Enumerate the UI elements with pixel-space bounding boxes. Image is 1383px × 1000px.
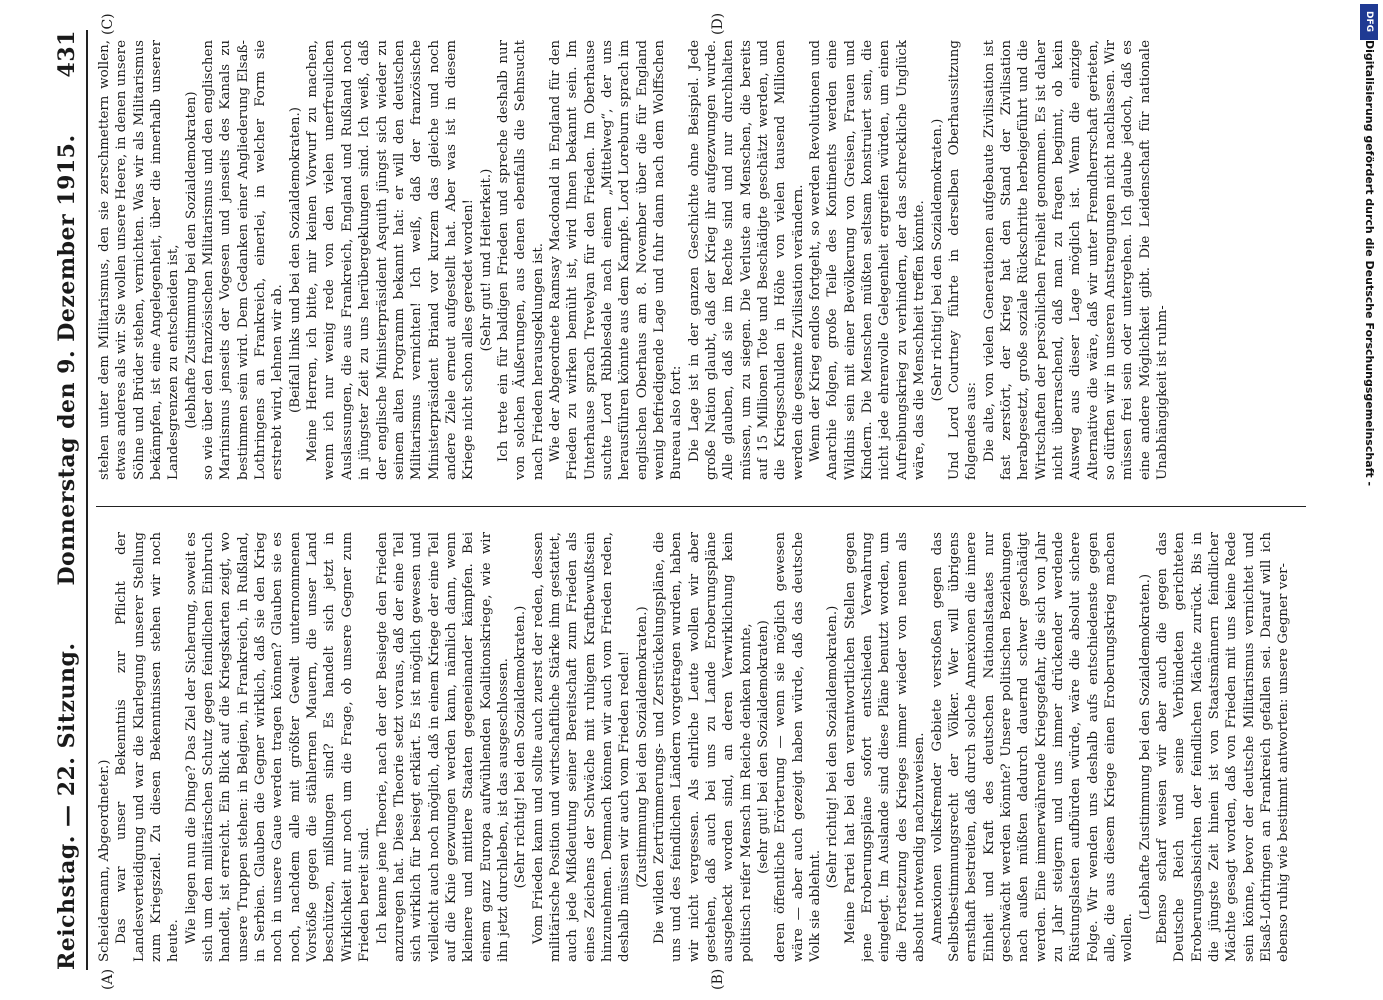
paragraph: deren öffentliche Erörterung — wenn sie möglich gewesen wäre — aber auch gezeigt haben würde, daß das deutsche Volk sie ablehnt.: [773, 532, 824, 962]
paragraph: stehen unter dem Militarismus, den sie zerschmettern wollen, etwas anderes als wir. Sie wollen unsere Heere, in denen unsere Söhne und Brüder stehen, vernichten. Was wir als Militarismus bekämpfen, ist eine Angelegenheit, über die innerhalb unserer Landesgrenzen zu entscheiden ist,: [97, 40, 182, 480]
dfg-logo: DFG: [1360, 4, 1378, 40]
paragraph: so wie über den französischen Militarismus und den englischen Marinismus jenseits der Vogesen und jenseits des Kanals zu bestimmen sein wird. Dem Gedanken einer Angliederung Elsaß-Lothringens an Frankreich, einerlei, in welcher Form sie erstrebt wird, lehnen wir ab.: [201, 40, 286, 480]
paragraph: Das war unser Bekenntnis zur Pflicht der Landesverteidigung und war die Klarlegung unserer Stellung zum Kriegsziel. Zu diesen Bekenntnissen stehen wir noch heute.: [114, 532, 182, 962]
interjection: (Beifall links und bei den Sozialdemokraten.): [287, 107, 303, 413]
quote-paragraph: Wenn der Krieg endlos fortgeht, so werden Revolutionen und Anarchie folgen, große Teile des Kontinents werden eine Wildnis sein mit einer Bevölkerung von Greisen, Frauen und Kindern. Die Menschen müßten seltsam konstruiert sein, die nicht jede ehrenvolle Gelegenheit ergreifen würden, um einen Aufreibungskrieg zu verhindern, der das schreckliche Unglück wäre, das die Menschheit treffen könnte.: [808, 40, 928, 480]
interjection: (Sehr richtig! bei den Sozialdemokraten.): [929, 118, 945, 402]
page-number: 431: [54, 30, 80, 78]
interjection: (Zustimmung bei den Sozialdemokraten.): [634, 606, 650, 888]
interjection: (Lebhafte Zustimmung bei den Sozialdemokraten.): [1137, 573, 1153, 921]
quote-paragraph: Die alte, von vielen Generationen aufgebaute Zivilisation ist fast zerstört, der Krieg hat den Stand der Zivilisation herabgesetzt, große soziale Rückschritte herbeigeführt und die Wirtschaften der persönlichen Freiheit genommen. Es ist daher nicht überraschend, daß man zu fragen beginnt, ob kein Ausweg aus dieser Lage möglich ist. Wenn die einzige Alternative die wäre, daß wir unter Fremdherrschaft gerieten, so dürften wir in unseren Anstrengungen nicht nachlassen. Wir müssen frei sein oder untergehen. Ich glaube jedoch, daß es eine andere Möglichkeit gibt. Die Leidenschaft für nationale Unabhängigkeit ist ruhm-: [981, 40, 1170, 480]
margin-mark-d: (D): [710, 12, 726, 35]
interjection: (lebhafte Zustimmung bei den Sozialdemokraten): [183, 91, 199, 429]
paragraph: Ich trete ein für baldigen Frieden und spreche deshalb nur von solchen Äußerungen, aus denen ebenfalls die Sehnsucht nach Frieden herausgeklungen ist.: [495, 40, 546, 480]
digitization-credit: Digitalisierung gefördert durch die Deutsche Forschungsgemeinschaft -: [1363, 40, 1376, 487]
paragraph: Vom Frieden kann und sollte auch zuerst der reden, dessen militärische Position und wirtschaftliche Stärke ihm gestattet, auch jede Mißdeutung seiner Bereitschaft zum Frieden als eines Zeichens der Schwäche mit ruhigem Kraftbewußtsein hinzunehmen. Demnach können wir auch vom Frieden reden, deshalb müssen wir auch vom Frieden reden!: [530, 532, 633, 962]
column-divider: [96, 506, 1306, 507]
left-column: [96, 532, 1306, 962]
paragraph: Meine Herren, ich bitte, mir keinen Vorwurf zu machen, wenn ich nur wenig rede von den vielen unerfreulichen Auslassungen, die aus Frankreich, England und Rußland noch in jüngster Zeit zu uns herübergeklungen sind. Ich weiß, daß der englische Ministerpräsident Asquith jüngst sich wieder zu seinem alten Programm bekannt hat: er will den deutschen Militarismus vernichten! Ich weiß, daß der französische Ministerpräsident Briand vor kurzem das gleiche und noch andere Ziele erneut aufgestellt hat. Aber was ist in diesem Kriege nicht schon alles geredet worden!: [305, 40, 477, 480]
paragraph: Und Lord Courtney führte in derselben Oberhaussitzung folgendes aus:: [946, 40, 980, 480]
credit-strip: [1356, 40, 1376, 960]
paragraph: Ebenso scharf weisen wir aber auch die gegen das Deutsche Reich und seine Verbündeten gerichteten Eroberungsabsichten der feindlichen Mächte zurück. Bis in die jüngste Zeit hinein ist von Staatsmännern feindlicher Mächte gesagt worden, daß von Frieden mit uns keine Rede sein könne, bevor der deutsche Militarismus vernichtet und Elsaß-Lothringen an Frankreich gefallen sei. Darauf will ich ebenso ruhig wie bestimmt antworten: unsere Gegner ver-: [1154, 532, 1292, 962]
paragraph: Scheidemann, Abgeordneter.): [97, 759, 112, 962]
header-rule: [86, 30, 88, 970]
paragraph: Wie der Abgeordnete Ramsay Macdonald in England für den Frieden zu wirken bemüht ist, wird Ihnen bekannt sein. Im Unterhause sprach Trevelyan für den Frieden. Im Oberhause suchte Lord Ribblesdale nach einem „Mittelweg“, der uns herausführen könnte aus dem Kampfe. Lord Loreburn sprach im englischen Oberhaus am 8. November über die für England wenig befriedigende Lage und fuhr dann nach dem Wolffschen Bureau also fort:: [547, 40, 685, 480]
interjection: (Sehr richtig! bei den Sozialdemokraten.): [513, 605, 529, 889]
quote-paragraph: Die Lage ist in der ganzen Geschichte ohne Beispiel. Jede große Nation glaubt, daß der Krieg ihr aufgezwungen wurde. Alle glauben, daß sie im Rechte sind und nur durchhalten müssen, um zu siegen. Die Verluste an Menschen, die bereits auf 15 Millionen Tote und Beschädigte geschätzt werden, und die Kriegsschulden in Höhe von vielen tausend Millionen werden die gesamte Zivilisation verändern.: [686, 40, 806, 480]
header-date: Donnerstag den 9. Dezember 1915.: [54, 134, 80, 586]
paragraph: Wie liegen nun die Dinge? Das Ziel der Sicherung, soweit es sich um den militärischen Schutz gegen feindlichen Einbruch handelt, ist erreicht. Ein Blick auf die Kriegskarten zeigt, wo unsere Truppen stehen: in Belgien, in Frankreich, in Rußland, in Serbien. Glauben die Gegner wirklich, daß sie den Krieg noch in unsere Gaue werden tragen können? Glauben sie es noch, nachdem alle mit größter Gewalt unternommenen Vorstöße gegen die stählernen Mauern, die unser Land beschützen, mißlungen sind? Es handelt sich jetzt in Wirklichkeit nur noch um die Frage, ob unsere Gegner zum Frieden bereit sind.: [183, 532, 373, 962]
margin-mark-b: (B): [710, 968, 726, 990]
margin-mark-a: (A): [100, 968, 116, 990]
header-session: Reichstag. — 22. Sitzung.: [54, 642, 80, 970]
interjection: (Sehr gut! und Heiterkeit.): [478, 168, 494, 352]
interjection: (sehr gut! bei den Sozialdemokraten): [756, 620, 772, 874]
interjection: (Sehr richtig! bei den Sozialdemokraten.): [825, 605, 841, 889]
paragraph: Ich kenne jene Theorie, nach der der Besiegte den Frieden anzuregen hat. Diese Theorie setzt voraus, daß der eine Teil sich wirklich für besiegt erklärt. Es ist möglich gewesen und vielleicht auch noch möglich, daß in einem Kriege der eine Teil auf die Knie gezwungen werden kann, nämlich dann, wenn kleinere und mittlere Staaten gegeneinander kämpfen. Bei einem ganz Europa aufwühlenden Koalitionskriege, wie wir ihn jetzt durchleben, ist das ausgeschlossen.: [374, 532, 511, 962]
page-header: [46, 30, 80, 970]
paragraph: Annexionen volksfremder Gebiete verstoßen gegen das Selbstbestimmungsrecht der Völker. Wer will übrigens ernsthaft bestreiten, daß durch solche Annexionen die innere Einheit und Kraft des deutschen Nationalstaates nur geschwächt werden könnte? Unsere politischen Beziehungen nach außen müßten dadurch dauernd schwer geschädigt werden. Eine immerwährende Kriegsgefahr, die sich von Jahr zu Jahr steigern und uns immer drückender werdende Rüstungslasten aufbürden würde, wäre die absolut sichere Folge. Wir wenden uns deshalb aufs entschiedenste gegen alle, die aus diesem Kriege einen Eroberungskrieg machen wollen.: [929, 532, 1136, 962]
paragraph: Die wilden Zertrümmerungs- und Zerstückelungspläne, die uns und des feindlichen Ländern vorgetragen wurden, haben wir nicht vergessen. Als ehrliche Leute wollen wir aber gestehen, daß auch bei uns zu Lande Eroberungspläne ausgeheckt worden sind, an deren Verwirklichung kein politisch reifer Mensch im Reiche denken konnte,: [652, 532, 754, 962]
document-page: [20, 0, 1320, 1000]
paragraph: Meine Partei hat bei den verantwortlichen Stellen gegen jene Eroberungspläne sofort entschieden Verwahrung eingelegt. Im Auslande sind diese Pläne benutzt worden, um die Fortsetzung des Krieges immer wieder von neuem als absolut notwendig nachzuweisen.: [842, 532, 928, 962]
right-column: [96, 40, 1306, 480]
margin-mark-c: (C): [100, 13, 116, 35]
